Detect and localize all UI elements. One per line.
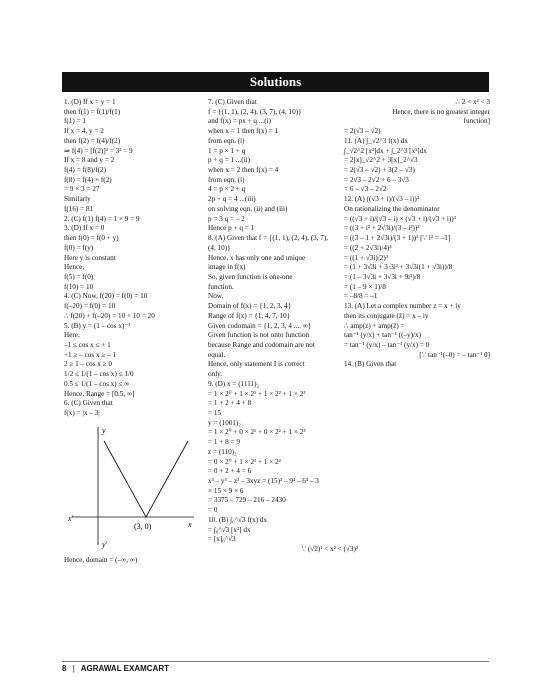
solution-line: f(0) = f(y) bbox=[64, 243, 94, 252]
solution-line: 2p + q = 4 ...(iii) bbox=[208, 195, 256, 204]
solution-line: 7. (C) Given that bbox=[208, 98, 257, 106]
solution-line: ∫_√2^2 [x²]dx + ∫_2^3 [x²]dx bbox=[344, 146, 427, 155]
solution-line: on solving eqn. (ii) and (iii) bbox=[208, 204, 288, 213]
solution-line: from eqn. (i) bbox=[208, 136, 245, 145]
solution-line: = ((2 + 2√3i)/4)³ bbox=[344, 243, 392, 252]
solution-line: 1/2 ≤ 1/(1 – cos x) ≤ 1/0 bbox=[64, 370, 134, 379]
solution-line: y = (1001)₂ bbox=[208, 418, 241, 427]
solution-line: = 15 bbox=[208, 409, 222, 417]
solution-line: –1 ≤ cos x ≤ + 1 bbox=[64, 340, 111, 349]
page-footer bbox=[62, 664, 169, 675]
solution-line: Hence, there is no greatest integer bbox=[392, 107, 490, 116]
solution-line: Given function is not onto function bbox=[208, 331, 310, 340]
solution-line: f(16) = 81 bbox=[64, 204, 94, 213]
abs-value-graph bbox=[68, 421, 198, 551]
solution-line: × 15 × 9 × 6 bbox=[208, 486, 244, 495]
solution-line: Similarly bbox=[64, 195, 91, 204]
solution-line: 2 ≥ 1 – cos x ≥ 0 bbox=[64, 360, 113, 369]
solution-line: = 2(√3 – √2) + 3(2 – √3) bbox=[344, 166, 415, 175]
column-left bbox=[64, 98, 202, 566]
solution-line: Given codomain = {1, 2, 3, 4 .... ∞} bbox=[208, 321, 312, 330]
solution-line: then f(2) = f(4)/f(2) bbox=[64, 136, 121, 145]
solution-line: then its conjugate (z̄) = x – iy bbox=[344, 311, 429, 320]
solution-line: ⇒ f(4) = [f(2)]² = 3² = 9 bbox=[64, 146, 133, 155]
solution-line: = 2√3 – 2√2 + 6 – 3√3 bbox=[344, 175, 409, 184]
solution-line: = 9 × 3 = 27 bbox=[64, 185, 100, 194]
solution-line: f(x) = |x – 3| bbox=[64, 409, 100, 417]
solution-line: and f(x) = px + q ...(i) bbox=[208, 117, 271, 126]
v-shape-curve bbox=[104, 441, 188, 517]
solution-line: f(10) = 10 bbox=[64, 282, 94, 291]
solution-line: f(8) = f(4) × f(2) bbox=[64, 175, 112, 184]
solution-line: function] bbox=[463, 117, 490, 126]
solution-line: = 0 bbox=[208, 506, 218, 515]
solution-line: from eqn. (i) bbox=[208, 175, 245, 184]
solution-line: [∵ tan⁻¹(–θ) = – tan⁻¹ θ] bbox=[419, 350, 490, 359]
solution-line: f(–20) = f(0) = 10 bbox=[64, 302, 116, 311]
solution-line: 14. (B) Given that bbox=[344, 360, 397, 369]
solution-line: Here, bbox=[64, 331, 80, 340]
solution-line: Hence, x has only one and unique bbox=[208, 253, 306, 262]
solution-line: 9. (D) x = (1111)₂ bbox=[208, 379, 260, 388]
solution-line: z = (110)₂ bbox=[208, 447, 237, 456]
solution-line: = 0 × 2⁰ + 1 × 2¹ + 1 × 2² bbox=[208, 457, 281, 466]
solution-line: = –8/8 = –1 bbox=[344, 292, 378, 301]
solution-line: 0.5 ≤ 1/(1 – cos x) ≤ ∞ bbox=[64, 379, 130, 388]
solution-line: function. bbox=[208, 282, 234, 291]
footer-separator: | bbox=[72, 664, 75, 673]
page-title: Solutions bbox=[249, 74, 302, 89]
solution-line: = ((√3 + i)/(√3 – i) × (√3 + i)/(√3 + i))³ bbox=[344, 214, 456, 223]
vertex-point-label: (3, 0) bbox=[134, 521, 152, 531]
solution-line: 5. (B) y = (1 – cos x)⁻¹ bbox=[64, 321, 131, 330]
solution-line: 13. (A) Let a complex number z = x + iy bbox=[344, 302, 461, 311]
solution-line: If x = 4, y = 2 bbox=[64, 127, 104, 136]
solution-line: = 6 – √3 – 2√2 bbox=[344, 185, 387, 194]
solution-line: when x = 2 then f(x) = 4 bbox=[208, 166, 279, 175]
x-axis-label: x bbox=[188, 519, 192, 529]
solution-line: 11. (A) ∫_√2^3 f(x) dx bbox=[344, 136, 408, 145]
solution-line: Hence, domain = (–∞, ∞) bbox=[64, 556, 138, 565]
solution-line: = ∫₀^√3 [x²] dx bbox=[208, 525, 251, 534]
solution-line: On rationalizing the denominator bbox=[344, 204, 440, 213]
solution-line: only. bbox=[208, 370, 223, 379]
x-prime-label: x' bbox=[68, 513, 74, 523]
solution-line: Hence, Range = [0.5, ∞] bbox=[64, 389, 135, 398]
solution-line: = ((3 + i² + 2√3i)/(3 – i²))³ bbox=[344, 224, 420, 233]
solution-line: = [x]₀^√3 bbox=[208, 535, 236, 544]
solution-line: = 3375 – 729 – 216 – 2430 bbox=[208, 496, 286, 505]
solution-line: then f(1) = f(1)/f(1) bbox=[64, 107, 121, 116]
solution-line: Hence, bbox=[64, 263, 85, 272]
solution-line: = 1 × 2⁰ + 1 × 2¹ + 1 × 2² + 1 × 2³ bbox=[208, 389, 306, 398]
column-right bbox=[344, 98, 490, 370]
footer-divider bbox=[62, 661, 489, 662]
solution-line: = ((1 + √3i)/2)³ bbox=[344, 253, 388, 262]
solution-line: 1 = p × 1 + q bbox=[208, 146, 246, 155]
solution-line: = 1 × 2⁰ + 0 × 2¹ + 0 × 2² + 1 × 2³ bbox=[208, 428, 306, 437]
solution-line: = 1 + 2 + 4 + 8 bbox=[208, 399, 252, 408]
solution-line: So, given function is one-one bbox=[208, 272, 293, 281]
solution-line: = 1 + 8 = 9 bbox=[208, 438, 240, 447]
solution-line: when x = 1 then f(x) = 1 bbox=[208, 127, 279, 136]
y-axis-label: y bbox=[102, 425, 106, 435]
solution-line: Range of f(x) = {1, 4, 7, 10} bbox=[208, 311, 291, 320]
page-number: 8 bbox=[62, 664, 67, 673]
solution-line: because Range and codomain are not bbox=[208, 340, 315, 349]
solution-line: Domain of f(x) = {1, 2, 3, 4} bbox=[208, 302, 292, 311]
solution-line: f(4) = f(8)/f(2) bbox=[64, 166, 106, 175]
solution-line: ∴ amp(z) + amp(z̄) = bbox=[344, 321, 405, 330]
solution-line: f(5) = f(0) bbox=[64, 272, 94, 281]
solution-line: = ((3 – 1 + 2√3i)/(3 + 1))³ [∵ i² = –1] bbox=[344, 234, 451, 243]
solution-line: If x = 8 and y = 2 bbox=[64, 156, 115, 165]
brand-logo: AGRAWAL EXAMCART bbox=[80, 664, 169, 673]
solution-line: 4 = p × 2 + q bbox=[208, 185, 246, 194]
solution-line: = 2[x]_√2^2 + 3[x]_2^√3 bbox=[344, 156, 418, 165]
solution-line: Hence, only statement I is correct bbox=[208, 360, 305, 369]
solution-line: x³ – y³ – z³ – 3xyz = (15)³ – 9³ – 6³ – 3 bbox=[208, 477, 319, 486]
solution-line: ∴ f(20) + f(–20) = 10 + 10 = 20 bbox=[64, 311, 155, 320]
solution-line: image in f(x) bbox=[208, 263, 246, 272]
solution-line: = tan⁻¹ (y/x) – tan⁻¹ (y/x) = 0 bbox=[344, 340, 430, 349]
solution-line: Here y is constant bbox=[64, 253, 116, 262]
solution-line: ∵ (√2)² < x² < (√3)² bbox=[301, 545, 358, 554]
solution-line: 3. (D) If x = 0 bbox=[64, 224, 105, 233]
solution-line: (4, 10)} bbox=[208, 243, 231, 252]
solution-line: ∴ 2 < x² < 3 bbox=[455, 98, 490, 106]
solution-line: equal. bbox=[208, 350, 226, 359]
solution-line: +1 ≥ – cos x ≥ – 1 bbox=[64, 350, 117, 359]
solution-line: Now, bbox=[208, 292, 224, 301]
solution-line: = (1 – 3√3i + 3√3i + 9i²)/8 bbox=[344, 272, 421, 281]
solution-line: 10. (B) ∫₀^√3 f(x) dx bbox=[208, 515, 268, 524]
solution-line: = 0 + 2 + 4 = 6 bbox=[208, 467, 252, 476]
solution-line: 4. (C) Now, f(20) = f(0) = 10 bbox=[64, 292, 148, 301]
solution-line: tan⁻¹ (y/x) + tan⁻¹ ((–y)/x) bbox=[344, 331, 422, 340]
solution-line: p = 3 q = – 2 bbox=[208, 214, 245, 223]
solution-line: f = {(1, 1), (2, 4), (3, 7), (4, 10)} bbox=[208, 107, 302, 116]
solution-line: = (1 + 3√3i + 3·3i² + 3√3i(1 + √3i))/8 bbox=[344, 263, 453, 272]
solution-line: 8. (A) Given that f = {(1, 1), (2, 4), (3, 7), bbox=[208, 234, 329, 243]
y-prime-label: y' bbox=[102, 539, 108, 549]
solution-line: 1. (D) If x = y = 1 bbox=[64, 98, 116, 106]
solution-line: = (1 – 9 × 1)/8 bbox=[344, 282, 386, 291]
solution-line: f(1) = 1 bbox=[64, 117, 87, 126]
solution-line: p + q = 1 ...(ii) bbox=[208, 156, 251, 165]
column-middle bbox=[208, 98, 358, 555]
solutions-banner bbox=[62, 72, 489, 92]
solution-line: = 2(√3 – √2) bbox=[344, 127, 381, 136]
solution-line: Hence p + q = 1 bbox=[208, 224, 255, 233]
solution-line: then f(0) = f(0 + y) bbox=[64, 234, 119, 243]
solution-line: 6. (C) Given that bbox=[64, 399, 113, 408]
solution-line: 2. (C) f(1) f(4) = 1 × 9 = 9 bbox=[64, 214, 140, 223]
solution-line: 12. (A) ((√3 + i)/(√3 – i))³ bbox=[344, 195, 419, 204]
